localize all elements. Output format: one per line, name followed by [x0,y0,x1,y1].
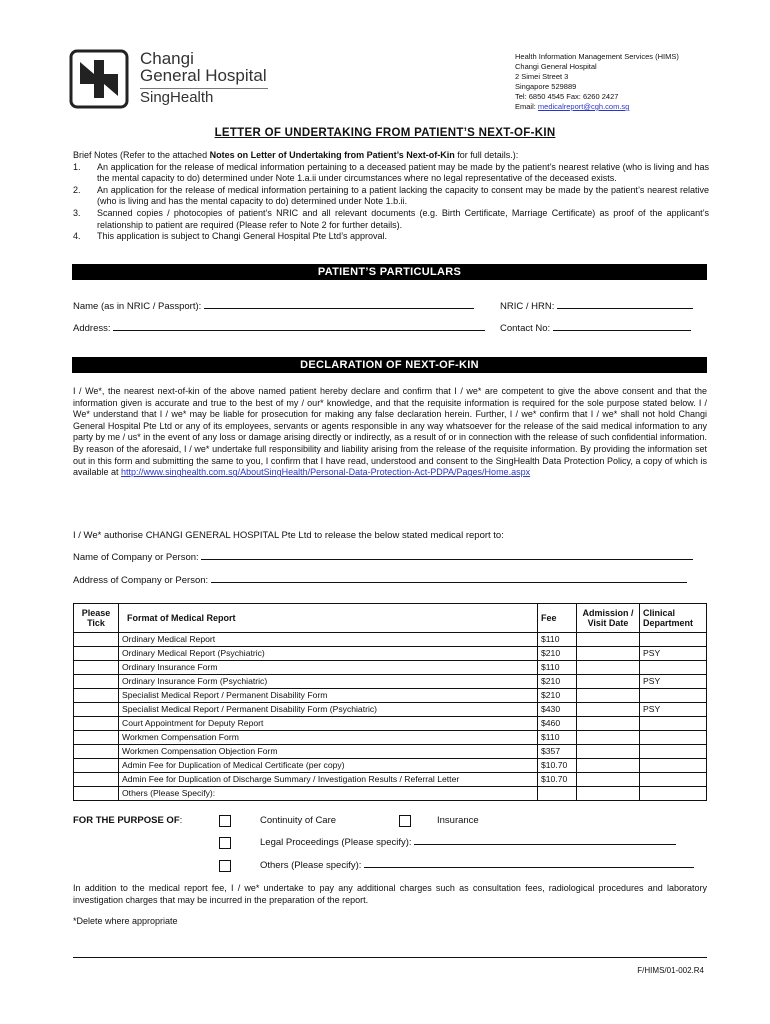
company-name-label: Name of Company or Person: [73,552,199,563]
address-label: Address: [73,323,111,334]
legal-field[interactable] [260,837,676,848]
others-checkbox[interactable] [219,860,231,872]
format-cell: Court Appointment for Deputy Report [119,717,538,731]
table-row [74,703,707,717]
table-row [74,675,707,689]
tick-cell[interactable] [74,689,119,703]
fee-cell: $110 [538,731,577,745]
hims-email-line [515,102,679,112]
note-number: 1. [73,161,81,172]
declaration-body [73,386,707,479]
notes-intro-bold: Notes on Letter of Undertaking from Patient’s Next-of-Kin [209,150,455,160]
header-clinical: Clinical Department [640,604,707,633]
table-row [74,759,707,773]
changi-logo-icon [68,48,130,110]
admission-cell[interactable] [577,717,640,731]
format-cell: Ordinary Medical Report [119,633,538,647]
clinical-cell: PSY [640,647,707,661]
table-row [74,773,707,787]
table-row [74,745,707,759]
format-cell: Ordinary Insurance Form [119,661,538,675]
note-number: 2. [73,184,81,195]
fee-cell: $460 [538,717,577,731]
header-admission: Admission / Visit Date [577,604,640,633]
table-row [74,647,707,661]
header-tick: Please Tick [74,604,119,633]
format-cell: Specialist Medical Report / Permanent Disability Form [119,689,538,703]
clinical-cell: PSY [640,703,707,717]
hospital-name-line1: Changi [140,49,194,68]
others-label: Others (Please specify): [260,860,362,871]
fee-cell [538,787,577,801]
note-item [73,185,709,208]
clinical-cell [640,745,707,759]
form-title: LETTER OF UNDERTAKING FROM PATIENT’S NEXT-OF-KIN [214,127,556,139]
additional-charges-note: In addition to the medical report fee, I / we* undertake to pay any additional charges such as consultation fees, radiological procedures and laboratory investigation charges that may be incurred in the preparation of the report. [73,883,707,905]
table-header-row [74,604,707,633]
tick-cell[interactable] [74,633,119,647]
purpose-label-text: FOR THE PURPOSE OF [73,815,180,826]
company-name-input[interactable] [201,559,693,560]
admission-cell[interactable] [577,689,640,703]
clinical-cell [640,717,707,731]
notes-intro [73,150,709,162]
tick-cell[interactable] [74,717,119,731]
tick-cell[interactable] [74,759,119,773]
format-cell: Ordinary Insurance Form (Psychiatric) [119,675,538,689]
contact-input[interactable] [553,330,691,331]
table-row [74,661,707,675]
note-number: 3. [73,207,81,218]
clinical-cell: PSY [640,675,707,689]
tick-cell[interactable] [74,675,119,689]
clinical-cell [640,773,707,787]
format-cell: Specialist Medical Report / Permanent Disability Form (Psychiatric) [119,703,538,717]
format-cell: Others (Please Specify): [119,787,538,801]
format-cell: Workmen Compensation Objection Form [119,745,538,759]
clinical-cell [640,787,707,801]
authorise-statement: I / We* authorise CHANGI GENERAL HOSPITAL Pte Ltd to release the below stated medical report to: [73,530,504,541]
delete-note: *Delete where appropriate [73,916,178,926]
contact-label: Contact No: [500,323,551,334]
hims-line5: Tel: 6850 4545 Fax: 6260 2427 [515,92,619,101]
note-item [73,231,709,243]
table-row [74,689,707,703]
insurance-label: Insurance [437,815,479,826]
fee-cell: $10.70 [538,773,577,787]
table-row [74,633,707,647]
company-address-field[interactable] [73,575,687,586]
fee-cell: $210 [538,689,577,703]
hims-line1: Health Information Management Services (HIMS) [515,52,679,61]
company-name-field[interactable] [73,552,693,563]
hospital-name [140,50,267,106]
table-row [74,787,707,801]
tick-cell[interactable] [74,647,119,661]
fee-cell: $10.70 [538,759,577,773]
note-text: An application for the release of medical information pertaining to a deceased patient may be made by the patient’s nearest relative (who is living and has the mental capacity to do) determined under Note 1.a.ii under circumstances where no legal representative of the deceased exists. [97,161,709,184]
clinical-cell [640,661,707,675]
admission-cell[interactable] [577,759,640,773]
note-text: This application is subject to Changi General Hospital Pte Ltd’s approval. [97,231,387,242]
notes-intro-a: Brief Notes (Refer to the attached [73,150,210,160]
others-input[interactable] [364,867,694,868]
table-row [74,731,707,745]
hospital-group: SingHealth [140,89,214,106]
header-fee: Fee [538,604,577,633]
notes-intro-b: for full details.): [454,150,519,160]
purpose-colon: : [179,815,183,826]
table-row [74,717,707,731]
fee-cell: $110 [538,633,577,647]
legal-label: Legal Proceedings (Please specify): [260,837,412,848]
hims-line2: Changi General Hospital [515,62,597,71]
purpose-label [73,815,182,826]
patient-name-input[interactable] [204,308,474,309]
header-format: Format of Medical Report [119,604,538,633]
patient-name-label: Name (as in NRIC / Passport): [73,301,202,312]
admission-cell[interactable] [577,703,640,717]
admission-cell[interactable] [577,675,640,689]
patient-name-field[interactable] [73,301,474,312]
contact-field[interactable] [500,323,691,334]
company-address-label: Address of Company or Person: [73,575,209,586]
hims-line4: Singapore 529889 [515,82,577,91]
address-input[interactable] [113,330,485,331]
hims-address [515,52,679,112]
insurance-checkbox[interactable] [399,815,411,827]
admission-cell[interactable] [577,661,640,675]
nric-label: NRIC / HRN: [500,301,555,312]
form-number: F/HIMS/01-002.R4 [637,966,704,975]
admission-cell[interactable] [577,773,640,787]
note-item [73,208,709,231]
note-number: 4. [73,231,81,242]
fee-cell: $210 [538,675,577,689]
logo-divider [140,88,268,89]
note-item [73,162,709,185]
fee-cell: $210 [538,647,577,661]
hims-line3: 2 Simei Street 3 [515,72,569,81]
clinical-cell [640,731,707,745]
fee-cell: $430 [538,703,577,717]
note-text: An application for the release of medical information pertaining to a patient lacking the capacity to consent may be made by the patient’s nearest relative (who is living and has the mental capacity to do) determined under Note 1.b.ii. [97,184,709,207]
medical-report-table [73,603,707,801]
nric-field[interactable] [500,301,693,312]
nric-input[interactable] [557,308,693,309]
pdpa-policy-link[interactable]: http://www.singhealth.com.sg/AboutSingHealth/Personal-Data-Protection-Act-PDPA/Pages/Home.aspx [121,467,531,478]
patient-particulars-heading: PATIENT’S PARTICULARS [72,264,707,280]
format-cell: Admin Fee for Duplication of Discharge Summary / Investigation Results / Referral Letter [119,773,538,787]
declaration-text: I / We*, the nearest next-of-kin of the above named patient hereby declare and confirm that I / we* are competent to give the above consent and that the information given is accurate and true to the best of my / our* knowledge, and that the requisite information is required for the sole purpose stated below. I / We* understand that I / we* may be liable for prosecution for making any false declaration herein. Further, I / we* confirm that I / we* shall not hold Changi General Hospital Pte Ltd or any of its employees, servants or agents responsible in any way whatsoever for the release of the said medical information to any party by me / us* in the event of any loss or damage arising directly or indirectly, as a result of or in connection with the release of such confidential information. By reason of the aforesaid, I / we* undertake full responsibility and liability arising from the release of the requisite information. By providing the information set out in this form and submitting the same to you, I confirm that I have read, understood and consent to the SingHealth Data Protection Policy, a copy of which is available at [73,386,707,478]
clinical-cell [640,759,707,773]
tick-cell[interactable] [74,731,119,745]
footer-divider [73,957,707,958]
legal-checkbox[interactable] [219,837,231,849]
legal-input[interactable] [414,844,676,845]
hims-email-link[interactable]: medicalreport@cgh.com.sg [537,102,630,111]
admission-cell[interactable] [577,731,640,745]
admission-cell[interactable] [577,787,640,801]
format-cell: Admin Fee for Duplication of Medical Certificate (per copy) [119,759,538,773]
company-address-input[interactable] [211,582,687,583]
brief-notes [73,150,709,243]
format-cell: Workmen Compensation Form [119,731,538,745]
tick-cell[interactable] [74,787,119,801]
clinical-cell [640,689,707,703]
tick-cell[interactable] [74,745,119,759]
tick-cell[interactable] [74,773,119,787]
others-field[interactable] [260,860,694,871]
continuity-label: Continuity of Care [260,815,337,826]
hims-email-label: Email: [515,102,538,111]
format-cell: Ordinary Medical Report (Psychiatric) [119,647,538,661]
admission-cell[interactable] [577,633,640,647]
address-field[interactable] [73,323,485,334]
fee-cell: $357 [538,745,577,759]
continuity-checkbox[interactable] [219,815,231,827]
declaration-heading: DECLARATION OF NEXT-OF-KIN [72,357,707,373]
tick-cell[interactable] [74,703,119,717]
tick-cell[interactable] [74,661,119,675]
hospital-name-line2: General Hospital [140,66,267,85]
clinical-cell [640,633,707,647]
note-text: Scanned copies / photocopies of patient’s NRIC and all relevant documents (e.g. Birth Certificate, Marriage Certificate) as proof of the applicant’s relationship to patient are required (Please refer to Note 2 for further details). [97,207,709,230]
admission-cell[interactable] [577,745,640,759]
fee-cell: $110 [538,661,577,675]
admission-cell[interactable] [577,647,640,661]
